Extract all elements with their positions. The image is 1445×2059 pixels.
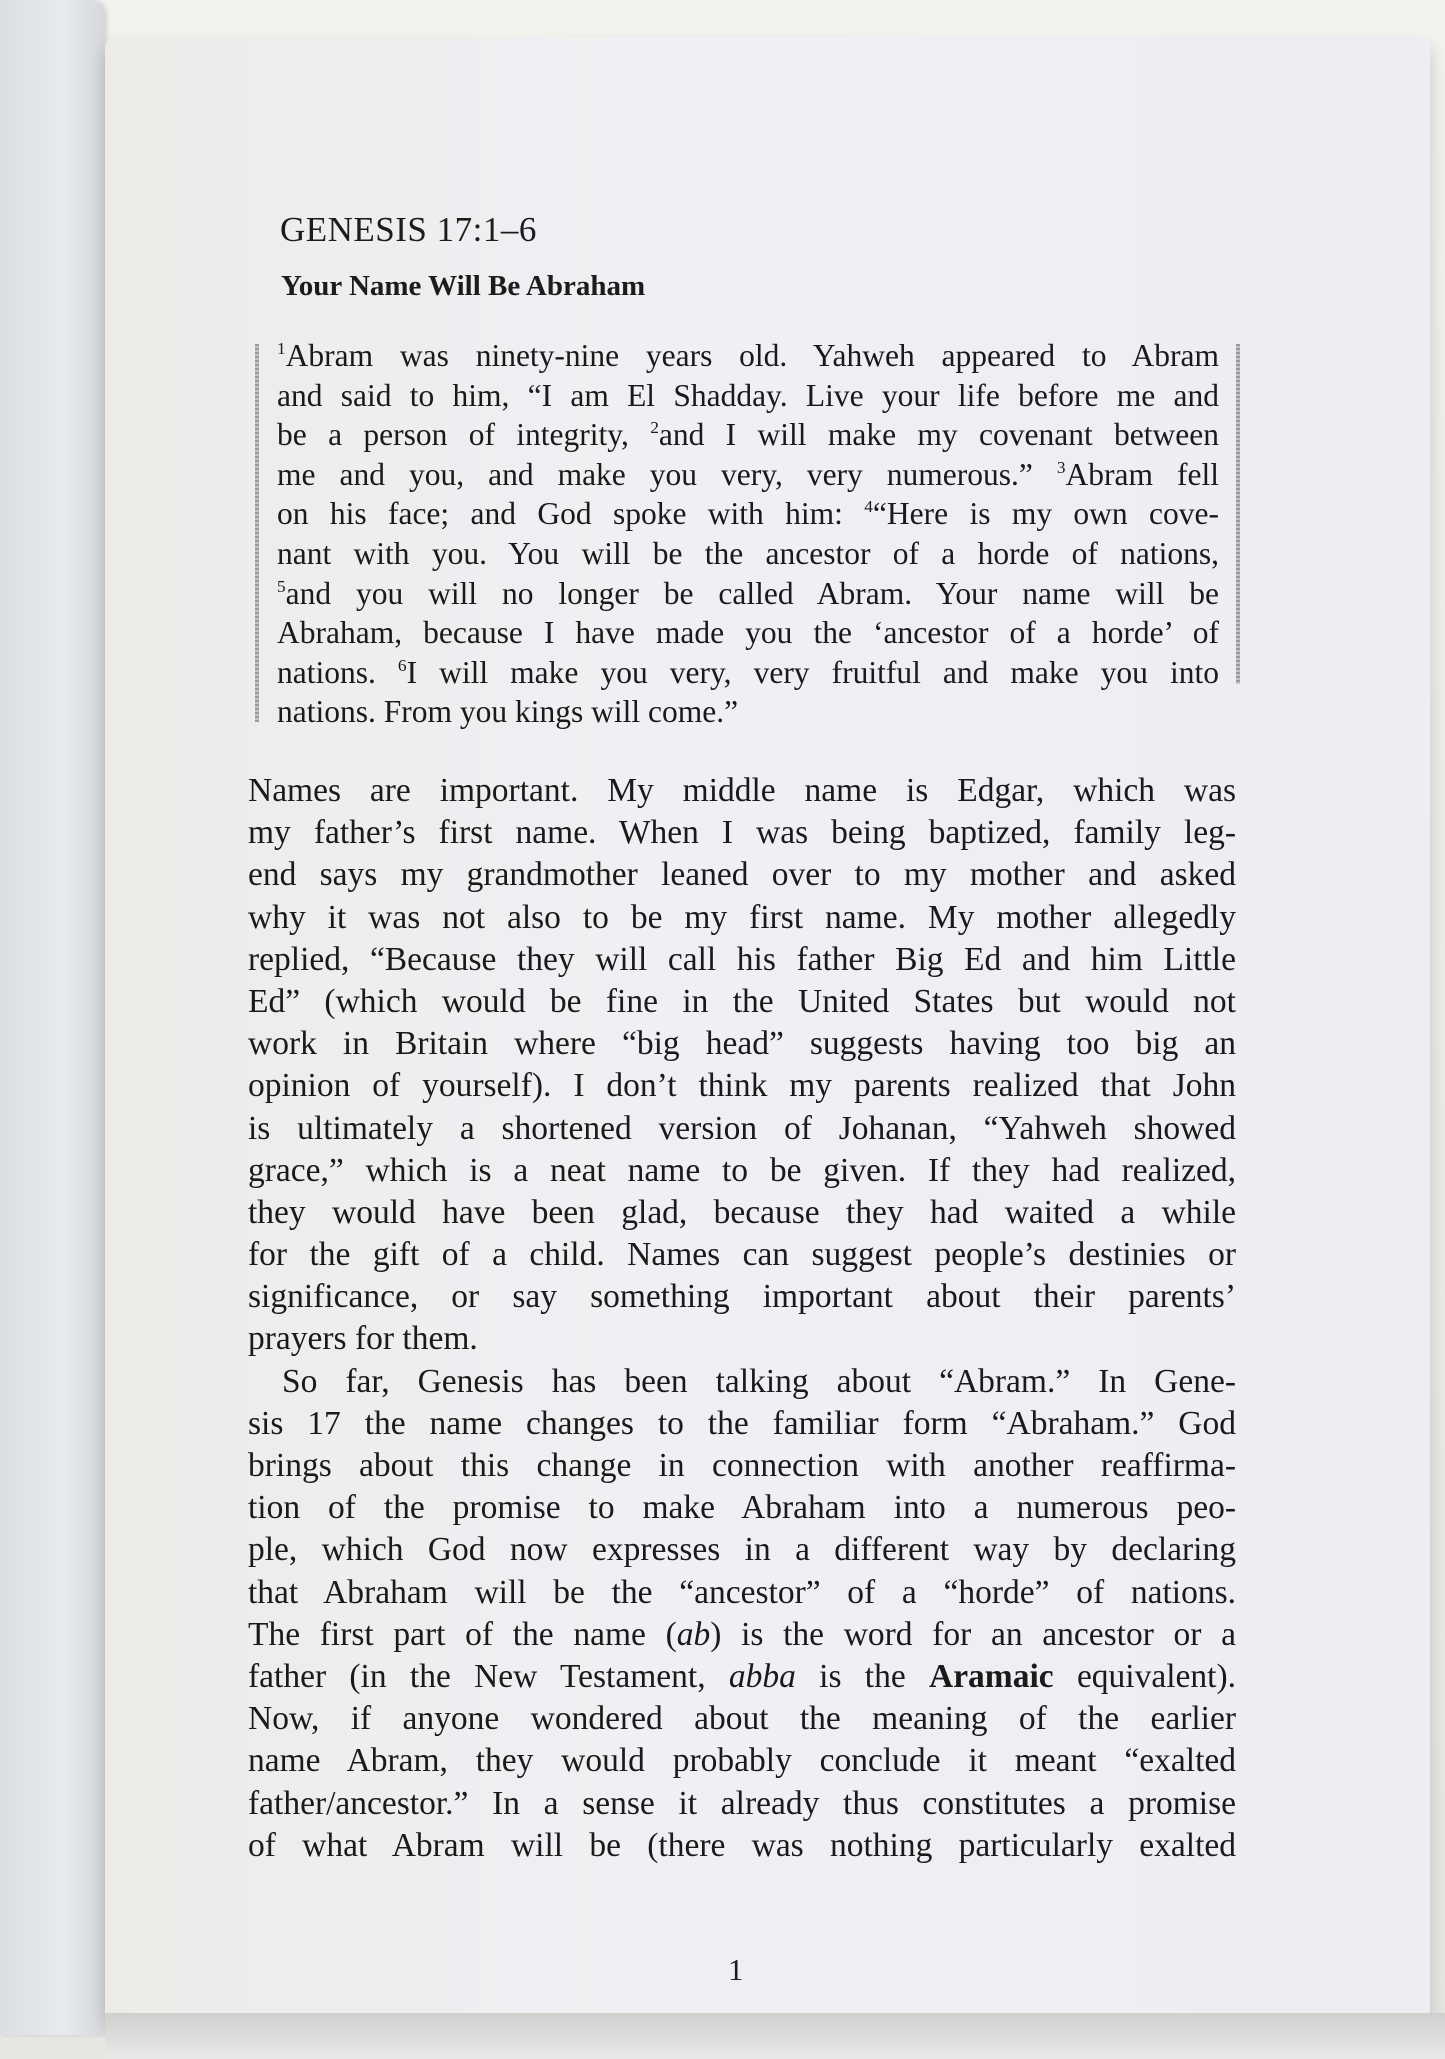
scripture-line — [277, 336, 1219, 376]
verse-number: 1 — [277, 338, 286, 358]
body-line — [248, 770, 1236, 812]
text-run: me and you, and make you very, very numerous.” — [277, 456, 1057, 492]
text-run: of what Abram will be (there was nothing particularly exalted — [248, 1826, 1236, 1864]
scripture-line — [277, 455, 1219, 495]
body-line — [248, 854, 1236, 896]
verse-number: 3 — [1056, 457, 1066, 477]
body-line — [248, 1698, 1236, 1740]
text-run: brings about this change in connection with another reaffirma- — [248, 1447, 1236, 1484]
book-cover-edge — [0, 0, 105, 2035]
scripture-line — [277, 534, 1219, 574]
text-run: The first part of the name ( — [248, 1615, 677, 1653]
verse-number: 4 — [864, 497, 873, 517]
body-line — [248, 1318, 1236, 1360]
body-line — [248, 1276, 1236, 1318]
body-line — [248, 1023, 1236, 1065]
text-run: So far, Genesis has been talking about “Abram.” In Gene- — [282, 1362, 1236, 1400]
text-run: ) is the word for an ancestor or a — [710, 1615, 1236, 1653]
text-run: my father’s first name. When I was being baptized, family leg- — [248, 814, 1236, 852]
text-run: they would have been glad, because they had waited a while — [248, 1193, 1236, 1231]
text-run: grace,” which is a neat name to be given. If they had realized, — [248, 1151, 1236, 1189]
body-line — [248, 1234, 1236, 1276]
scripture-line — [277, 692, 1219, 732]
scripture-line — [277, 415, 1219, 455]
text-run: nant with you. You will be the ancestor of a horde of nations, — [277, 535, 1219, 571]
body-line — [248, 1614, 1236, 1656]
text-run: is ultimately a shortened version of Johanan, “Yahweh showed — [248, 1109, 1236, 1147]
text-run: equivalent). — [1053, 1657, 1236, 1695]
text-run: Names are important. My middle name is Edgar, which was — [248, 772, 1236, 809]
body-line — [248, 1108, 1236, 1150]
body-line — [248, 1192, 1236, 1234]
text-run: “Here is my own cove- — [872, 496, 1219, 532]
body-line — [248, 1150, 1236, 1192]
scripture-left-rule — [255, 344, 259, 722]
text-run: Ed” (which would be fine in the United States but would not — [248, 982, 1236, 1020]
text-run: Abram was ninety-nine years old. Yahweh appeared to Abram — [285, 338, 1219, 373]
text-run: Abraham, because I have made you the ‘ancestor of a horde’ of — [277, 615, 1219, 651]
text-run: name Abram, they would probably conclude it meant “exalted — [248, 1742, 1236, 1780]
commentary-text — [248, 770, 1236, 1867]
body-line — [248, 1825, 1236, 1867]
body-line — [248, 1445, 1236, 1487]
text-run: and said to him, “I am El Shadday. Live your life before me and — [277, 377, 1219, 413]
text-run: work in Britain where “big head” suggests having too big an — [248, 1025, 1236, 1063]
text-run: for the gift of a child. Names can suggest people’s destinies or — [248, 1236, 1236, 1274]
scripture-line — [277, 494, 1219, 534]
text-run: prayers for them. — [248, 1320, 478, 1358]
body-line — [248, 1656, 1236, 1698]
scripture-line — [277, 653, 1219, 693]
text-run: significance, or say something important about their parents’ — [248, 1278, 1236, 1316]
body-line — [248, 1065, 1236, 1107]
text-run: and you will no longer be called Abram. Your name will be — [285, 575, 1219, 611]
text-run: nations. — [277, 654, 398, 690]
italic-term: ab — [676, 1615, 711, 1653]
body-line — [248, 1403, 1236, 1445]
text-run: and I will make my covenant between — [658, 417, 1219, 453]
verse-number: 5 — [277, 576, 286, 596]
body-line — [248, 1783, 1236, 1825]
body-line — [248, 897, 1236, 939]
body-line — [248, 812, 1236, 854]
text-run: end says my grandmother leaned over to my mother and asked — [248, 856, 1236, 894]
text-run: that Abraham will be the “ancestor” of a “horde” of nations. — [248, 1573, 1236, 1611]
verse-number: 2 — [650, 418, 659, 438]
scripture-right-rule — [1236, 344, 1240, 684]
text-run: on his face; and God spoke with him: — [277, 496, 865, 532]
body-line — [248, 1572, 1236, 1614]
scripture-line — [277, 574, 1219, 614]
body-line — [248, 1361, 1236, 1403]
verse-number: 6 — [397, 655, 407, 675]
text-run: father/ancestor.” In a sense it already thus constitutes a promise — [248, 1784, 1236, 1822]
italic-term: abba — [728, 1657, 796, 1695]
body-line — [248, 981, 1236, 1023]
text-run: ple, which God now expresses in a different way by declaring — [248, 1531, 1236, 1569]
scripture-line — [277, 613, 1219, 653]
section-subtitle: Your Name Will Be Abraham — [281, 270, 646, 302]
chapter-title: GENESIS 17:1–6 — [280, 210, 537, 249]
text-run: replied, “Because they will call his father Big Ed and him Little — [248, 940, 1236, 978]
text-run: father (in the New Testament, — [248, 1657, 729, 1695]
scripture-passage — [255, 336, 1240, 730]
scripture-text — [277, 336, 1219, 732]
body-line — [248, 1740, 1236, 1782]
text-run: Now, if anyone wondered about the meaning of the earlier — [248, 1700, 1236, 1738]
text-run: opinion of yourself). I don’t think my parents realized that John — [248, 1067, 1236, 1105]
page-bottom-shadow — [105, 2013, 1445, 2059]
body-line — [248, 939, 1236, 981]
text-run: is the — [795, 1657, 929, 1695]
body-line — [248, 1529, 1236, 1571]
text-run: sis 17 the name changes to the familiar form “Abraham.” God — [248, 1404, 1236, 1442]
scripture-line — [277, 376, 1219, 416]
body-line — [248, 1487, 1236, 1529]
text-run: why it was not also to be my first name. My mother allegedly — [248, 898, 1236, 936]
text-run: Abram fell — [1065, 456, 1219, 492]
text-run: nations. From you kings will come.” — [277, 694, 739, 730]
text-run: be a person of integrity, — [277, 417, 651, 453]
glossary-term: Aramaic — [929, 1657, 1054, 1695]
text-run: I will make you very, very fruitful and make you into — [406, 654, 1219, 690]
page-number: 1 — [728, 1952, 744, 1987]
text-run: tion of the promise to make Abraham into a numerous peo- — [248, 1489, 1236, 1527]
